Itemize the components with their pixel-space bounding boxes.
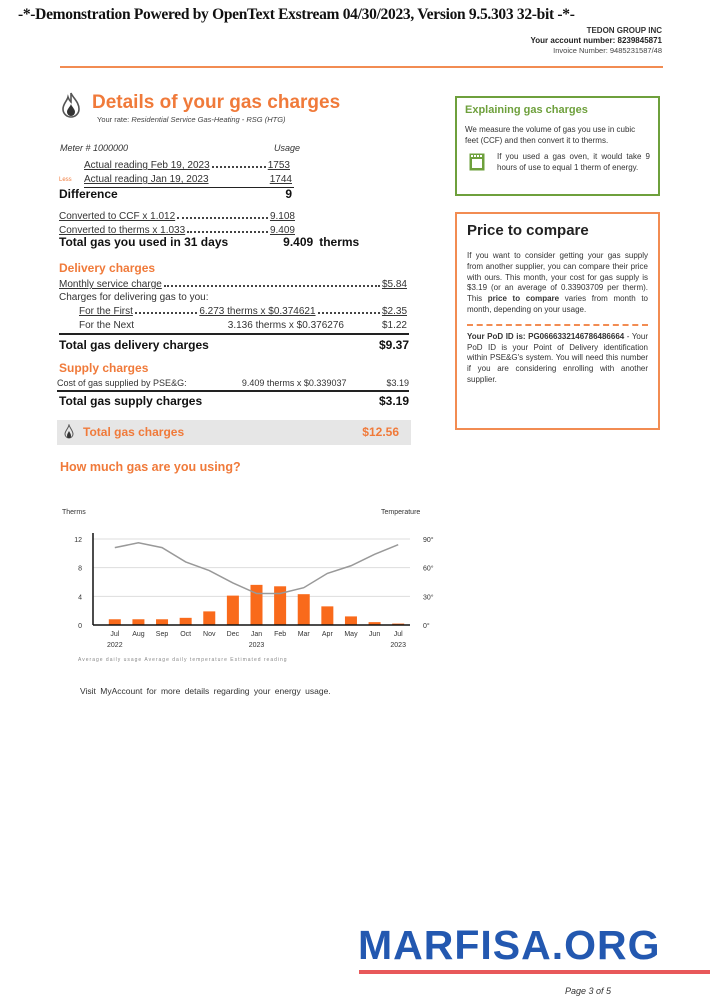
svg-text:Jun: Jun bbox=[368, 631, 381, 638]
account-number: Your account number: 8239845871 bbox=[530, 36, 662, 45]
next-value: $1.22 bbox=[381, 320, 407, 331]
meter-header bbox=[60, 143, 300, 153]
ccf-value: 9.108 bbox=[269, 211, 295, 222]
demo-banner: -*-Demonstration Powered by OpenText Exstream 04/30/2023, Version 9.5.303 32-bit -*- bbox=[18, 6, 575, 23]
price-text-bold: price to compare bbox=[487, 294, 560, 304]
price-to-compare-box bbox=[455, 212, 660, 430]
svg-text:May: May bbox=[344, 631, 358, 638]
therms-label: Converted to therms x 1.033 bbox=[59, 225, 186, 236]
brand-logo: MARFISA.ORG bbox=[358, 922, 661, 968]
usage-heading: How much gas are you using? bbox=[60, 460, 241, 474]
reading-row-1 bbox=[84, 160, 290, 171]
invoice-number: Invoice Number: 9485231587/48 bbox=[553, 46, 662, 55]
svg-text:Oct: Oct bbox=[180, 631, 192, 638]
price-heading: Price to compare bbox=[467, 222, 589, 239]
supply-cost-calc: 9.409 therms x $0.339037 bbox=[241, 378, 347, 388]
less-label: Less bbox=[59, 177, 72, 183]
dashed-divider bbox=[467, 324, 648, 326]
supply-cost-row bbox=[57, 378, 409, 388]
oven-text: If you used a gas oven, it would take 9 hours of use to equal 1 therm of energy. bbox=[497, 152, 650, 172]
chart-legend: Average daily usage Average daily temperature Estimated reading bbox=[78, 657, 288, 663]
explaining-text: We measure the volume of gas you use in cubic feet (CCF) and then convert it to therms. bbox=[465, 125, 636, 145]
difference-label: Difference bbox=[59, 187, 118, 201]
supply-total-value: $3.19 bbox=[378, 394, 409, 408]
charges-intro-text: Charges for delivering gas to you: bbox=[59, 292, 209, 303]
grand-total-label: Total gas charges bbox=[83, 425, 185, 439]
account-info bbox=[531, 26, 662, 56]
svg-text:Jul: Jul bbox=[393, 631, 403, 638]
meter-label: Meter # 1000000 bbox=[60, 143, 129, 153]
first-tier-row bbox=[79, 306, 407, 317]
supply-cost-label: Cost of gas supplied by PSE&G: bbox=[57, 378, 187, 388]
explaining-charges-box bbox=[455, 96, 660, 196]
svg-text:Dec: Dec bbox=[226, 631, 240, 638]
y2-axis-label: Temperature bbox=[381, 509, 421, 516]
delivery-heading: Delivery charges bbox=[59, 261, 156, 275]
therms-value: 9.409 bbox=[269, 225, 295, 236]
svg-text:Nov: Nov bbox=[203, 631, 216, 638]
usage-chart bbox=[60, 525, 450, 655]
first-value: $2.35 bbox=[381, 306, 408, 317]
company-name: TEDON GROUP INC bbox=[586, 26, 662, 35]
svg-text:0°: 0° bbox=[423, 623, 430, 630]
reading-2-label: Actual reading Jan 19, 2023 bbox=[84, 174, 209, 185]
visit-myaccount-text: Visit MyAccount for more details regarding your energy usage. bbox=[80, 686, 331, 696]
explaining-heading: Explaining gas charges bbox=[465, 104, 588, 116]
svg-text:4: 4 bbox=[78, 594, 82, 602]
rate-label: Your rate: bbox=[97, 115, 130, 124]
pod-id: Your PoD ID is: PG0666332146786486664 bbox=[467, 331, 625, 341]
svg-text:Apr: Apr bbox=[321, 631, 333, 638]
supply-cost-value: $3.19 bbox=[386, 378, 409, 388]
svg-text:60°: 60° bbox=[423, 565, 434, 573]
total-used-unit: therms bbox=[319, 235, 360, 249]
svg-text:Sep: Sep bbox=[155, 631, 169, 638]
total-used-label: Total gas you used in 31 days bbox=[59, 235, 229, 249]
supply-total-row bbox=[59, 394, 409, 408]
charges-intro bbox=[59, 292, 209, 303]
svg-text:8: 8 bbox=[78, 565, 82, 573]
monthly-charge-row bbox=[59, 279, 407, 290]
page-title: Details of your gas charges bbox=[92, 92, 341, 113]
svg-text:Aug: Aug bbox=[132, 631, 145, 638]
rate-value: Residential Service Gas-Heating - RSG (HTG) bbox=[131, 115, 286, 124]
next-tier-row bbox=[79, 320, 407, 331]
supply-total-label: Total gas supply charges bbox=[59, 394, 203, 408]
svg-text:2023: 2023 bbox=[248, 642, 265, 649]
pod-description: - Your PoD ID is your Point of Delivery identification within PSE&G's system. You will need this number if you are considering enrolling with another supplier. bbox=[467, 331, 648, 384]
next-label: For the Next bbox=[79, 320, 135, 331]
reading-1-value: 1753 bbox=[267, 160, 290, 171]
price-text-1: If you want to consider getting your gas supply from another supplier, you can compare their price with ours. This month, your cost for gas supply is $3.19 (or an average of 0.33903709 per therm). This bbox=[467, 251, 648, 304]
grand-total-value: $12.56 bbox=[362, 425, 399, 439]
oven-icon bbox=[469, 153, 485, 171]
header-divider bbox=[60, 66, 663, 68]
difference-value: 9 bbox=[285, 187, 292, 201]
divider bbox=[57, 390, 409, 392]
svg-text:Feb: Feb bbox=[274, 631, 287, 638]
difference-row bbox=[59, 187, 294, 201]
monthly-label: Monthly service charge bbox=[59, 279, 162, 290]
price-text-2: varies from month to month, depending on your usage. bbox=[467, 294, 649, 314]
delivery-total-label: Total gas delivery charges bbox=[59, 338, 209, 352]
monthly-value: $5.84 bbox=[381, 279, 407, 290]
reading-row-2 bbox=[84, 174, 292, 185]
reading-2-value: 1744 bbox=[269, 174, 292, 185]
next-calc: 3.136 therms x $0.376276 bbox=[227, 320, 344, 331]
svg-text:Jan: Jan bbox=[250, 631, 263, 638]
ccf-label: Converted to CCF x 1.012 bbox=[59, 211, 176, 222]
grand-total-bar bbox=[57, 420, 411, 445]
y-axis-label: Therms bbox=[62, 509, 86, 516]
price-text bbox=[467, 251, 648, 316]
ccf-row bbox=[59, 211, 295, 222]
first-label: For the First bbox=[79, 306, 133, 317]
svg-text:90°: 90° bbox=[423, 537, 434, 544]
svg-text:Mar: Mar bbox=[297, 631, 310, 638]
total-used-row bbox=[59, 235, 369, 249]
delivery-total-row bbox=[59, 338, 409, 352]
brand-underline bbox=[359, 970, 710, 974]
supply-heading: Supply charges bbox=[59, 361, 149, 375]
flame-icon bbox=[59, 92, 83, 120]
divider bbox=[59, 333, 409, 335]
svg-text:0: 0 bbox=[78, 623, 82, 630]
flame-icon bbox=[64, 424, 74, 440]
svg-text:2022: 2022 bbox=[107, 642, 123, 649]
svg-text:30°: 30° bbox=[423, 594, 434, 602]
svg-text:12: 12 bbox=[74, 537, 82, 544]
delivery-total-value: $9.37 bbox=[378, 338, 409, 352]
svg-text:2023: 2023 bbox=[390, 642, 406, 649]
page-number: Page 3 of 5 bbox=[565, 986, 612, 996]
pod-text bbox=[467, 332, 648, 386]
reading-1-label: Actual reading Feb 19, 2023 bbox=[84, 160, 210, 171]
svg-text:Jul: Jul bbox=[110, 631, 120, 638]
first-calc: 6.273 therms x $0.374621 bbox=[199, 306, 316, 317]
total-used-value: 9.409 bbox=[283, 235, 314, 249]
rate-line bbox=[97, 115, 286, 124]
usage-label: Usage bbox=[273, 143, 300, 153]
